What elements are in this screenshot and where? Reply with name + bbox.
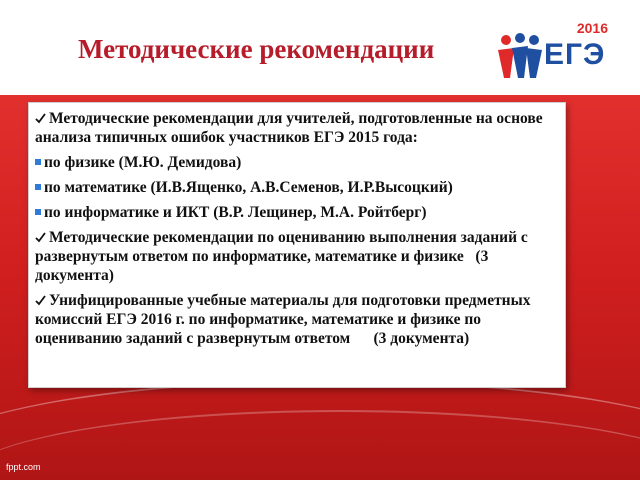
list-item-text: Унифицированные учебные материалы для подготовки предметных комиссий ЕГЭ 2016 г. по информатике, математике и физике по оцениванию заданий с развернутым ответом (3 документа) bbox=[35, 292, 535, 347]
list-item-text: Методические рекомендации по оцениванию выполнения заданий с развернутым ответом по информатике, математике и физике (3 документа) bbox=[35, 229, 532, 284]
list-item-text: по математике (И.В.Ященко, А.В.Семенов, И.Р.Высоцкий) bbox=[44, 179, 453, 196]
checkmark-icon bbox=[35, 113, 46, 124]
square-bullet-icon bbox=[35, 209, 41, 215]
logo-year: 2016 bbox=[576, 20, 608, 36]
list-item-text: Методические рекомендации для учителей, подготовленные на основе анализа типичных ошибок участников ЕГЭ 2015 года: bbox=[35, 110, 547, 146]
list-item bbox=[35, 228, 557, 285]
square-bullet-icon bbox=[35, 184, 41, 190]
list-item bbox=[35, 178, 557, 197]
content-panel bbox=[28, 102, 566, 388]
list-item bbox=[35, 291, 557, 348]
slide-title: Методические рекомендации bbox=[78, 34, 435, 64]
recommendations-list bbox=[35, 109, 557, 348]
credit-text: fppt.com bbox=[6, 462, 41, 472]
list-item bbox=[35, 203, 557, 222]
list-item bbox=[35, 153, 557, 172]
square-bullet-icon bbox=[35, 159, 41, 165]
checkmark-icon bbox=[35, 232, 46, 243]
logo-name: ЕГЭ bbox=[544, 38, 606, 71]
list-item-text: по информатике и ИКТ (В.Р. Лещинер, М.А. Ройтберг) bbox=[44, 204, 427, 221]
checkmark-icon bbox=[35, 295, 46, 306]
ege-logo bbox=[494, 20, 614, 82]
list-item bbox=[35, 109, 557, 147]
list-item-text: по физике (М.Ю. Демидова) bbox=[44, 154, 242, 171]
people-figures-icon bbox=[494, 32, 546, 80]
